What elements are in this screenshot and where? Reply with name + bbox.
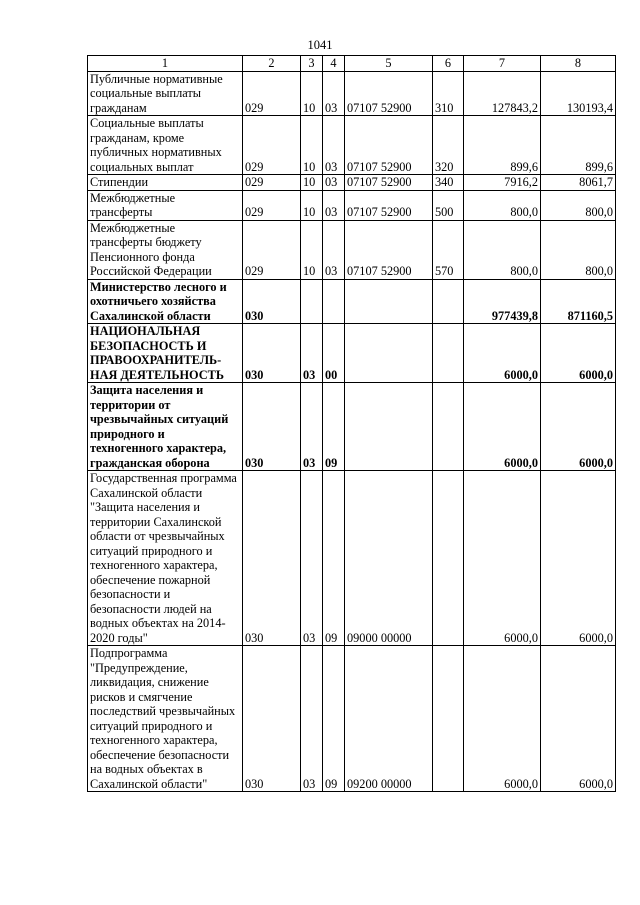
amount-year-1: 6000,0 <box>464 646 541 792</box>
section-code: 10 <box>301 190 323 220</box>
amount-year-1: 6000,0 <box>464 383 541 471</box>
ministry-code: 029 <box>243 220 301 279</box>
target-article-code <box>345 279 433 324</box>
expense-type-code <box>433 383 464 471</box>
row-name: Государственная программа Сахалинской области "Защита населения и территории Сахалинской области от чрезвычайных ситуаций природного и техногенного характера, обеспечение пожарной безопасности и безопасности людей на водных объектах на 2014-2020 годы" <box>88 471 243 646</box>
expense-type-code <box>433 471 464 646</box>
header-cell: 7 <box>464 56 541 72</box>
amount-year-1: 800,0 <box>464 190 541 220</box>
subsection-code: 03 <box>323 71 345 116</box>
expense-type-code: 340 <box>433 175 464 191</box>
amount-year-1: 7916,2 <box>464 175 541 191</box>
ministry-code: 030 <box>243 646 301 792</box>
ministry-code: 030 <box>243 471 301 646</box>
row-name: НАЦИОНАЛЬНАЯ БЕЗОПАСНОСТЬ И ПРАВООХРАНИТЕЛЬ-НАЯ ДЕЯТЕЛЬНОСТЬ <box>88 324 243 383</box>
subsection-code: 09 <box>323 471 345 646</box>
section-code: 03 <box>301 646 323 792</box>
section-code: 10 <box>301 220 323 279</box>
section-code: 03 <box>301 471 323 646</box>
table-row <box>88 646 616 792</box>
target-article-code: 07107 52900 <box>345 71 433 116</box>
section-code: 03 <box>301 383 323 471</box>
amount-year-2: 6000,0 <box>541 383 616 471</box>
header-cell: 8 <box>541 56 616 72</box>
ministry-code: 029 <box>243 190 301 220</box>
ministry-code: 029 <box>243 175 301 191</box>
header-cell: 1 <box>88 56 243 72</box>
ministry-code: 030 <box>243 279 301 324</box>
table-row <box>88 175 616 191</box>
row-name: Защита населения и территории от чрезвычайных ситуаций природного и техногенного характера, гражданская оборона <box>88 383 243 471</box>
target-article-code: 07107 52900 <box>345 190 433 220</box>
table-row <box>88 190 616 220</box>
amount-year-2: 871160,5 <box>541 279 616 324</box>
row-name: Межбюджетные трансферты <box>88 190 243 220</box>
expense-type-code: 570 <box>433 220 464 279</box>
expense-type-code <box>433 279 464 324</box>
expense-type-code: 310 <box>433 71 464 116</box>
target-article-code <box>345 383 433 471</box>
amount-year-2: 800,0 <box>541 190 616 220</box>
subsection-code: 09 <box>323 646 345 792</box>
section-code: 03 <box>301 324 323 383</box>
header-cell: 2 <box>243 56 301 72</box>
expense-type-code: 500 <box>433 190 464 220</box>
header-cell: 3 <box>301 56 323 72</box>
amount-year-1: 127843,2 <box>464 71 541 116</box>
header-cell: 6 <box>433 56 464 72</box>
amount-year-2: 130193,4 <box>541 71 616 116</box>
target-article-code <box>345 324 433 383</box>
amount-year-1: 977439,8 <box>464 279 541 324</box>
row-name: Подпрограмма "Предупреждение, ликвидация, снижение рисков и смягчение последствий чрезвычайных ситуаций природного и техногенного характера, обеспечение безопасности на водных объектах в Сахалинской области" <box>88 646 243 792</box>
header-row <box>88 56 616 72</box>
ministry-code: 029 <box>243 116 301 175</box>
table-row <box>88 471 616 646</box>
target-article-code: 07107 52900 <box>345 116 433 175</box>
amount-year-2: 6000,0 <box>541 324 616 383</box>
budget-table <box>87 55 616 792</box>
expense-type-code <box>433 324 464 383</box>
section-code: 10 <box>301 116 323 175</box>
ministry-code: 030 <box>243 324 301 383</box>
expense-type-code: 320 <box>433 116 464 175</box>
amount-year-2: 800,0 <box>541 220 616 279</box>
section-code <box>301 279 323 324</box>
subsection-code: 03 <box>323 175 345 191</box>
amount-year-2: 8061,7 <box>541 175 616 191</box>
amount-year-2: 6000,0 <box>541 646 616 792</box>
subsection-code: 09 <box>323 383 345 471</box>
table-row <box>88 71 616 116</box>
section-code: 10 <box>301 175 323 191</box>
ministry-code: 029 <box>243 71 301 116</box>
row-name: Публичные нормативные социальные выплаты гражданам <box>88 71 243 116</box>
ministry-code: 030 <box>243 383 301 471</box>
amount-year-2: 899,6 <box>541 116 616 175</box>
amount-year-1: 800,0 <box>464 220 541 279</box>
section-code: 10 <box>301 71 323 116</box>
target-article-code: 07107 52900 <box>345 220 433 279</box>
subsection-code: 03 <box>323 220 345 279</box>
row-name: Министерство лесного и охотничьего хозяйства Сахалинской области <box>88 279 243 324</box>
row-name: Социальные выплаты гражданам, кроме публичных нормативных социальных выплат <box>88 116 243 175</box>
header-cell: 4 <box>323 56 345 72</box>
amount-year-1: 6000,0 <box>464 324 541 383</box>
amount-year-1: 899,6 <box>464 116 541 175</box>
table-row <box>88 220 616 279</box>
table-row <box>88 279 616 324</box>
subsection-code: 00 <box>323 324 345 383</box>
subsection-code: 03 <box>323 190 345 220</box>
expense-type-code <box>433 646 464 792</box>
page-number: 1041 <box>307 38 333 52</box>
target-article-code: 09000 00000 <box>345 471 433 646</box>
table-row <box>88 383 616 471</box>
amount-year-1: 6000,0 <box>464 471 541 646</box>
target-article-code: 07107 52900 <box>345 175 433 191</box>
row-name: Межбюджетные трансферты бюджету Пенсионного фонда Российской Федерации <box>88 220 243 279</box>
table-row <box>88 324 616 383</box>
header-cell: 5 <box>345 56 433 72</box>
table-row <box>88 116 616 175</box>
target-article-code: 09200 00000 <box>345 646 433 792</box>
amount-year-2: 6000,0 <box>541 471 616 646</box>
subsection-code <box>323 279 345 324</box>
subsection-code: 03 <box>323 116 345 175</box>
row-name: Стипендии <box>88 175 243 191</box>
